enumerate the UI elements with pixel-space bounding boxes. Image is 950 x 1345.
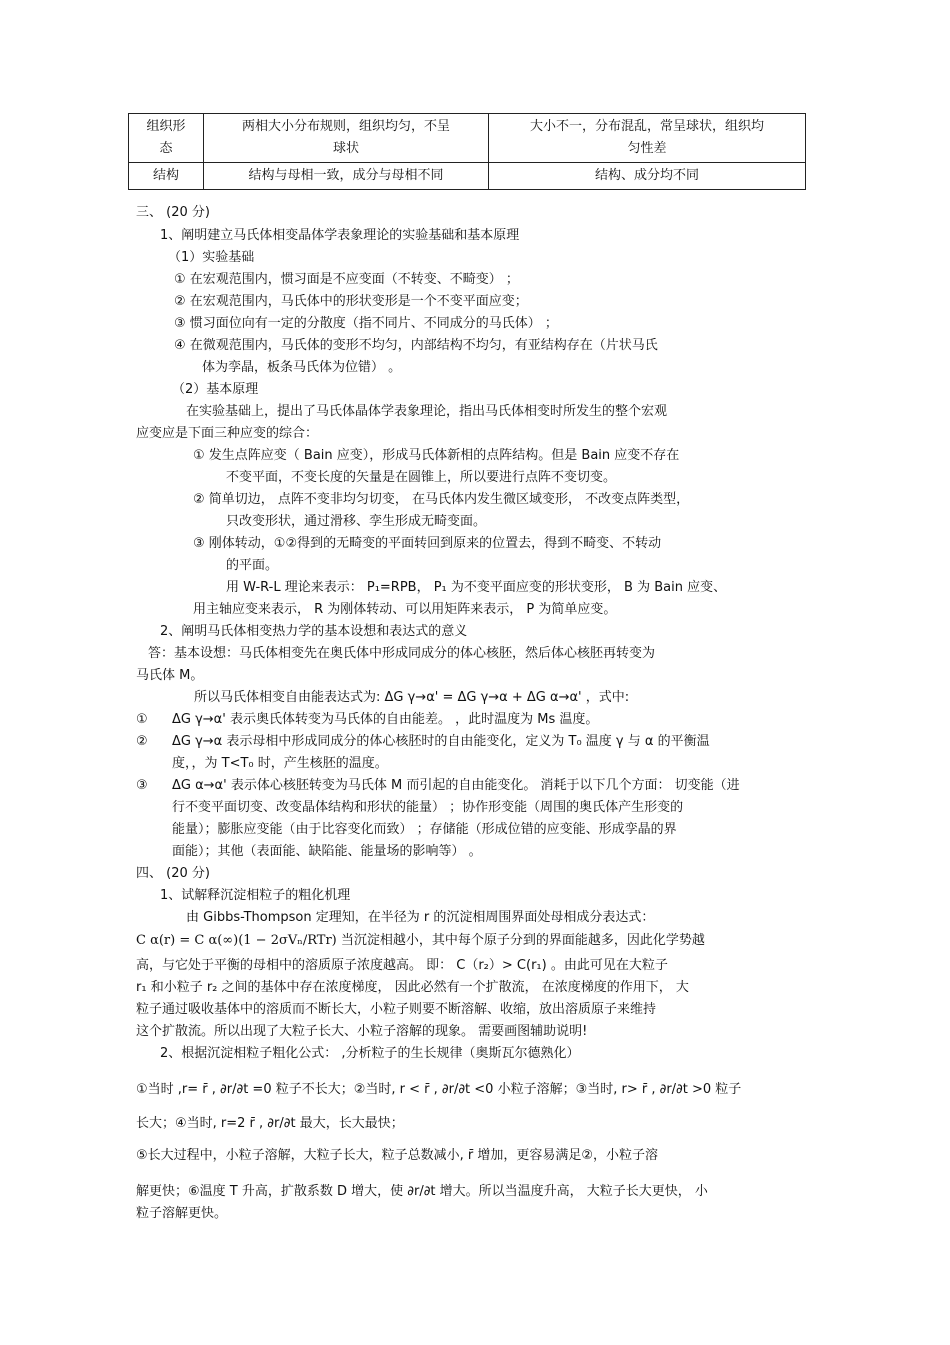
text-line: ΔG α→α' 表示体心核胚转变为马氏体 M 而引起的自由能变化。 消耗于以下几个方面： 切变能（进 (172, 778, 740, 793)
text-line: 只改变形状，通过滑移、孪生形成无畸变面。 (226, 514, 487, 529)
text-line: 这个扩散流。所以出现了大粒子长大、小粒子溶解的现象。 需要画图辅助说明! (136, 1024, 588, 1039)
text-line: 由 Gibbs-Thompson 定理知，在半径为 r 的沉淀相周围界面处母相成分表达式： (186, 910, 655, 925)
comparison-table (128, 113, 806, 190)
text-line: ② 在宏观范围内，马氏体中的形状变形是一个不变平面应变； (174, 294, 528, 309)
text-line: 的平面。 (226, 558, 279, 573)
table-cell: 大小不一，分布混乱，常呈球状，组织均 匀性差 (489, 114, 806, 163)
text-line: ①当时 ,r= r̄ , ∂r/∂t =0 粒子不长大；②当时, r < r̄ , ∂r/∂t <0 小粒子溶解；③当时, r> r̄ , ∂r/∂t >0 粒子 (136, 1082, 742, 1097)
text-line: 面能）；其他（表面能、缺陷能、能量场的影响等） 。 (172, 844, 482, 859)
section-heading: 四、 (20 分) (136, 866, 210, 881)
text-line: 应变应是下面三种应变的综合： (136, 426, 319, 441)
text-line: ④ 在微观范围内，马氏体的变形不均匀，内部结构不均匀，有亚结构存在（片状马氏 (174, 338, 658, 353)
formula-line: 所以马氏体相变自由能表达式为: ΔG γ→α' = ΔG γ→α + ΔG α→α' ，式中: (194, 690, 630, 705)
text-line: 体为孪晶，板条马氏体为位错） 。 (202, 360, 402, 375)
text-line: 用 W-R-L 理论来表示： P₁=RPB， P₁ 为不变平面应变的形状变形， B 为 Bain 应变、 (226, 580, 727, 595)
text-line: ① 发生点阵应变（ Bain 应变），形成马氏体新相的点阵结构。但是 Bain 应变不存在 (193, 448, 680, 463)
list-marker: ③ (136, 778, 148, 793)
table-cell: 结构、成分均不同 (489, 163, 806, 190)
text-line: ΔG γ→α' 表示奥氏体转变为马氏体的自由能差。 ，此时温度为 Ms 温度。 (172, 712, 599, 727)
formula-line: C α(r) = C α(∞)(1 − 2σVₙ/RTr) 当沉淀相越小，其中每个原子分到的界面能越多，因此化学势越 (136, 933, 705, 948)
text-line: 不变平面，不变长度的矢量是在圆锥上，所以要进行点阵不变切变。 (226, 470, 617, 485)
table-row (129, 163, 806, 190)
question-heading: 2、阐明马氏体相变热力学的基本设想和表达式的意义 (160, 624, 468, 639)
text-line: 长大；④当时, r=2 r̄ , ∂r/∂t 最大，长大最快； (136, 1116, 404, 1131)
list-marker: ② (136, 734, 148, 749)
question-heading: 1、试解释沉淀相粒子的粗化机理 (160, 888, 351, 903)
text-line: 能量）；膨胀应变能（由于比容变化而致） ；存储能（形成位错的应变能、形成孪晶的界 (172, 822, 677, 837)
subheading: （1）实验基础 (168, 250, 255, 265)
text-line: 行不变平面切变、改变晶体结构和形状的能量） ；协作形变能（周围的奥氏体产生形变的 (172, 800, 684, 815)
table-cell: 两相大小分布规则，组织均匀，不呈 球状 (204, 114, 489, 163)
text-line: 解更快；⑥温度 T 升高，扩散系数 D 增大，使 ∂r/∂t 增大。所以当温度升高， 大粒子长大更快， 小 (136, 1184, 708, 1199)
section-heading: 三、 (20 分) (136, 205, 210, 220)
text-line: 粒子通过吸收基体中的溶质而不断长大，小粒子则要不断溶解、收缩，放出溶质原子来维持 (136, 1002, 657, 1017)
subheading: （2）基本原理 (172, 382, 259, 397)
text-line: 用主轴应变来表示， R 为刚体转动、可以用矩阵来表示， P 为简单应变。 (193, 602, 617, 617)
text-line: ② 简单切边， 点阵不变非均匀切变， 在马氏体内发生微区域变形， 不改变点阵类型， (193, 492, 690, 507)
text-line: r₁ 和小粒子 r₂ 之间的基体中存在浓度梯度， 因此必然有一个扩散流， 在浓度梯度的作用下， 大 (136, 980, 689, 995)
text-line: ③ 刚体转动，①②得到的无畸变的平面转回到原来的位置去，得到不畸变、不转动 (193, 536, 662, 551)
table-row (129, 114, 806, 163)
text-line: ΔG γ→α 表示母相中形成同成分的体心核胚时的自由能变化，定义为 T₀ 温度 γ 与 α 的平衡温 (172, 734, 710, 749)
table-cell: 组织形 态 (129, 114, 204, 163)
list-marker: ① (136, 712, 148, 727)
table-cell: 结构 (129, 163, 204, 190)
text-line: ③ 惯习面位向有一定的分散度（指不同片、不同成分的马氏体） ； (174, 316, 558, 331)
question-heading: 1、阐明建立马氏体相变晶体学表象理论的实验基础和基本原理 (160, 228, 520, 243)
question-heading: 2、根据沉淀相粒子粗化公式： ,分析粒子的生长规律（奥斯瓦尔德熟化） (160, 1046, 580, 1061)
text-line: ⑤长大过程中，小粒子溶解，大粒子长大，粒子总数减小, r̄ 增加，更容易满足②，小粒子溶 (136, 1148, 659, 1163)
text-line: 马氏体 M。 (136, 668, 204, 683)
text-line: 高，与它处于平衡的母相中的溶质原子浓度越高。 即： C（r₂）> C(r₁) 。由此可见在大粒子 (136, 958, 668, 973)
table-cell: 结构与母相一致，成分与母相不同 (204, 163, 489, 190)
text-line: 答：基本设想：马氏体相变先在奥氏体中形成同成分的体心核胚，然后体心核胚再转变为 (148, 646, 656, 661)
text-line: 在实验基础上，提出了马氏体晶体学表象理论，指出马氏体相变时所发生的整个宏观 (186, 404, 668, 419)
text-line: ① 在宏观范围内，惯习面是不应变面（不转变、不畸变） ； (174, 272, 519, 287)
text-line: 粒子溶解更快。 (136, 1206, 228, 1221)
text-line: 度，，为 T<T₀ 时，产生核胚的温度。 (172, 756, 388, 771)
